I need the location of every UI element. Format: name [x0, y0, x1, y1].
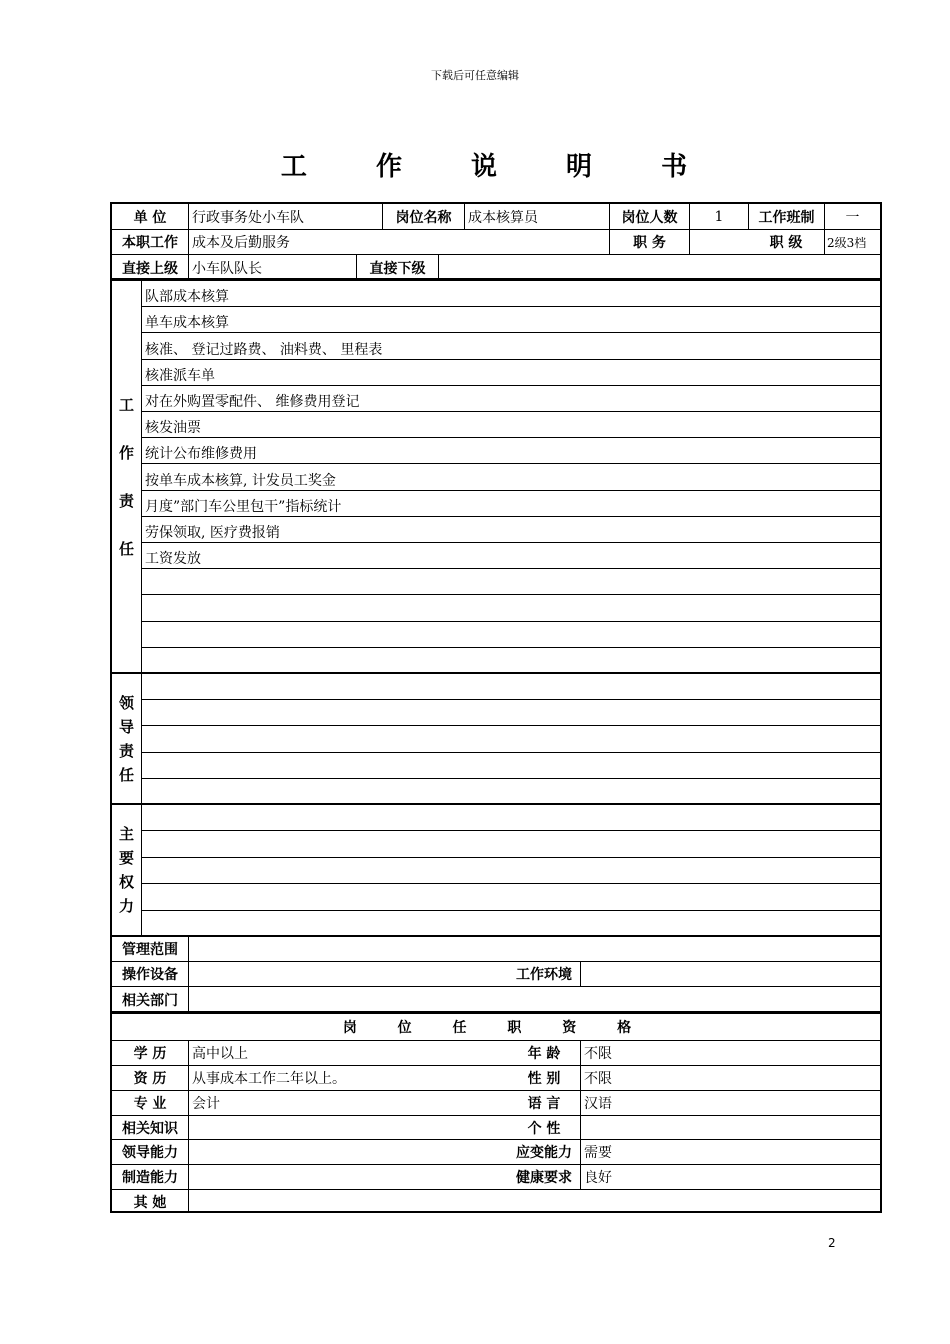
- responsibilities-section: [110, 279, 882, 674]
- power-item-2: [142, 831, 880, 857]
- scope-row-1: [112, 937, 880, 962]
- health-label: 健康要求: [516, 1170, 572, 1186]
- qual-row-2: [112, 1066, 880, 1091]
- subordinate-label: 直接下级: [356, 255, 438, 280]
- equipment-value: [188, 962, 508, 986]
- leadership-item-1: [142, 674, 880, 700]
- responsibility-item-5: 对在外购置零配件、 维修费用登记: [142, 386, 880, 412]
- qualifications-heading: 岗 位 任 职 资 格: [342, 1020, 650, 1036]
- unit-value: 行政事务处小车队: [188, 204, 382, 229]
- creativity-label: 制造能力: [122, 1170, 178, 1186]
- power-item-4: [142, 884, 880, 910]
- responsibility-item-11: 工资发放: [142, 543, 880, 569]
- responsibilities-label: 工 作 责 任: [112, 281, 142, 672]
- subordinate-value: [438, 255, 880, 280]
- related-dept-label: 相关部门: [122, 993, 178, 1009]
- responsibility-item-15: [142, 648, 880, 674]
- shift-value: 一: [824, 204, 880, 229]
- leadership-item-4: [142, 753, 880, 779]
- responsibility-item-2: 单车成本核算: [142, 307, 880, 333]
- power-item-5: [142, 911, 880, 937]
- responsibility-item-9: 月度”部门车公里包干”指标统计: [142, 491, 880, 517]
- superior-value: 小车队队长: [188, 255, 356, 280]
- leadership-item-3: [142, 726, 880, 752]
- adaptability-label: 应变能力: [516, 1145, 572, 1161]
- powers-label: 主 要 权 力: [112, 805, 142, 935]
- gender-value: 不限: [580, 1066, 880, 1090]
- work-value: 成本及后勤服务: [188, 230, 609, 254]
- equipment-label: 操作设备: [122, 967, 178, 983]
- power-item-1: [142, 805, 880, 831]
- education-value: 高中以上: [188, 1041, 508, 1065]
- leadership-item-2: [142, 700, 880, 726]
- scope-row-3: [112, 987, 880, 1013]
- level-label: 职 级: [769, 235, 803, 251]
- duty-value: [689, 230, 748, 254]
- knowledge-label: 相关知识: [122, 1120, 178, 1137]
- age-label: 年 龄: [527, 1046, 561, 1062]
- unit-label: 单 位: [133, 209, 167, 226]
- mgmt-scope-label: 管理范围: [122, 942, 178, 958]
- leadership-ability-value: [188, 1140, 508, 1164]
- responsibility-item-14: [142, 622, 880, 648]
- basic-info-table: [110, 202, 882, 280]
- qual-row-5: [112, 1140, 880, 1165]
- qual-heading-row: [112, 1014, 880, 1041]
- responsibility-item-7: 统计公布维修费用: [142, 438, 880, 464]
- experience-label: 资 历: [133, 1071, 167, 1087]
- personality-value: [580, 1116, 880, 1139]
- headcount-label: 岗位人数: [609, 204, 689, 229]
- duty-label: 职 务: [609, 230, 689, 254]
- major-value: 会计: [188, 1091, 508, 1115]
- other-label: 其 她: [133, 1194, 167, 1211]
- leadership-list: [142, 674, 880, 803]
- responsibility-item-13: [142, 595, 880, 621]
- other-value: [188, 1190, 880, 1213]
- superior-label: 直接上级: [122, 260, 178, 277]
- responsibility-item-4: 核准派车单: [142, 360, 880, 386]
- info-row-3: [112, 255, 880, 280]
- adaptability-value: 需要: [580, 1140, 880, 1164]
- info-row-2: [112, 230, 880, 255]
- responsibility-item-1: 队部成本核算: [142, 281, 880, 307]
- language-label: 语 言: [527, 1096, 561, 1112]
- leadership-item-5: [142, 779, 880, 805]
- shift-label: 工作班制: [748, 204, 824, 229]
- language-value: 汉语: [580, 1091, 880, 1115]
- personality-label: 个 性: [527, 1120, 561, 1137]
- scope-table: [110, 935, 882, 1013]
- health-value: 良好: [580, 1165, 880, 1189]
- education-label: 学 历: [133, 1046, 167, 1062]
- experience-value: 从事成本工作二年以上。: [188, 1066, 508, 1090]
- qual-row-4: [112, 1116, 880, 1140]
- responsibility-item-8: 按单车成本核算, 计发员工奖金: [142, 464, 880, 490]
- level-value: 2级3档: [824, 230, 880, 254]
- related-dept-value: [188, 987, 880, 1013]
- responsibility-item-12: [142, 569, 880, 595]
- qualifications-table: [110, 1012, 882, 1213]
- header-note: 下载后可任意编辑: [431, 69, 519, 82]
- document-title: 工 作 说 明 书: [280, 152, 718, 182]
- knowledge-value: [188, 1116, 508, 1139]
- work-label: 本职工作: [122, 235, 178, 251]
- leadership-ability-label: 领导能力: [122, 1145, 178, 1161]
- age-value: 不限: [580, 1041, 880, 1065]
- qual-row-6: [112, 1165, 880, 1190]
- qual-row-1: [112, 1041, 880, 1066]
- page-number: 2: [828, 1236, 836, 1250]
- qual-row-3: [112, 1091, 880, 1116]
- scope-row-2: [112, 962, 880, 987]
- leadership-label: 领 导 责 任: [112, 674, 142, 803]
- environment-label: 工作环境: [516, 967, 572, 983]
- headcount-value: 1: [689, 204, 748, 229]
- responsibility-item-10: 劳保领取, 医疗费报销: [142, 517, 880, 543]
- responsibility-item-3: 核准、 登记过路费、 油料费、 里程表: [142, 333, 880, 359]
- info-row-1: [112, 204, 880, 230]
- major-label: 专 业: [133, 1096, 167, 1112]
- responsibility-item-6: 核发油票: [142, 412, 880, 438]
- post-name-value: 成本核算员: [464, 204, 609, 229]
- qual-row-7: [112, 1190, 880, 1213]
- gender-label: 性 别: [527, 1071, 561, 1087]
- creativity-value: [188, 1165, 508, 1189]
- mgmt-scope-value: [188, 937, 880, 961]
- powers-list: [142, 805, 880, 935]
- leadership-section: [110, 672, 882, 805]
- power-item-3: [142, 858, 880, 884]
- environment-value: [580, 962, 880, 986]
- powers-section: [110, 803, 882, 937]
- responsibilities-list: [142, 281, 880, 672]
- post-name-label: 岗位名称: [382, 204, 464, 229]
